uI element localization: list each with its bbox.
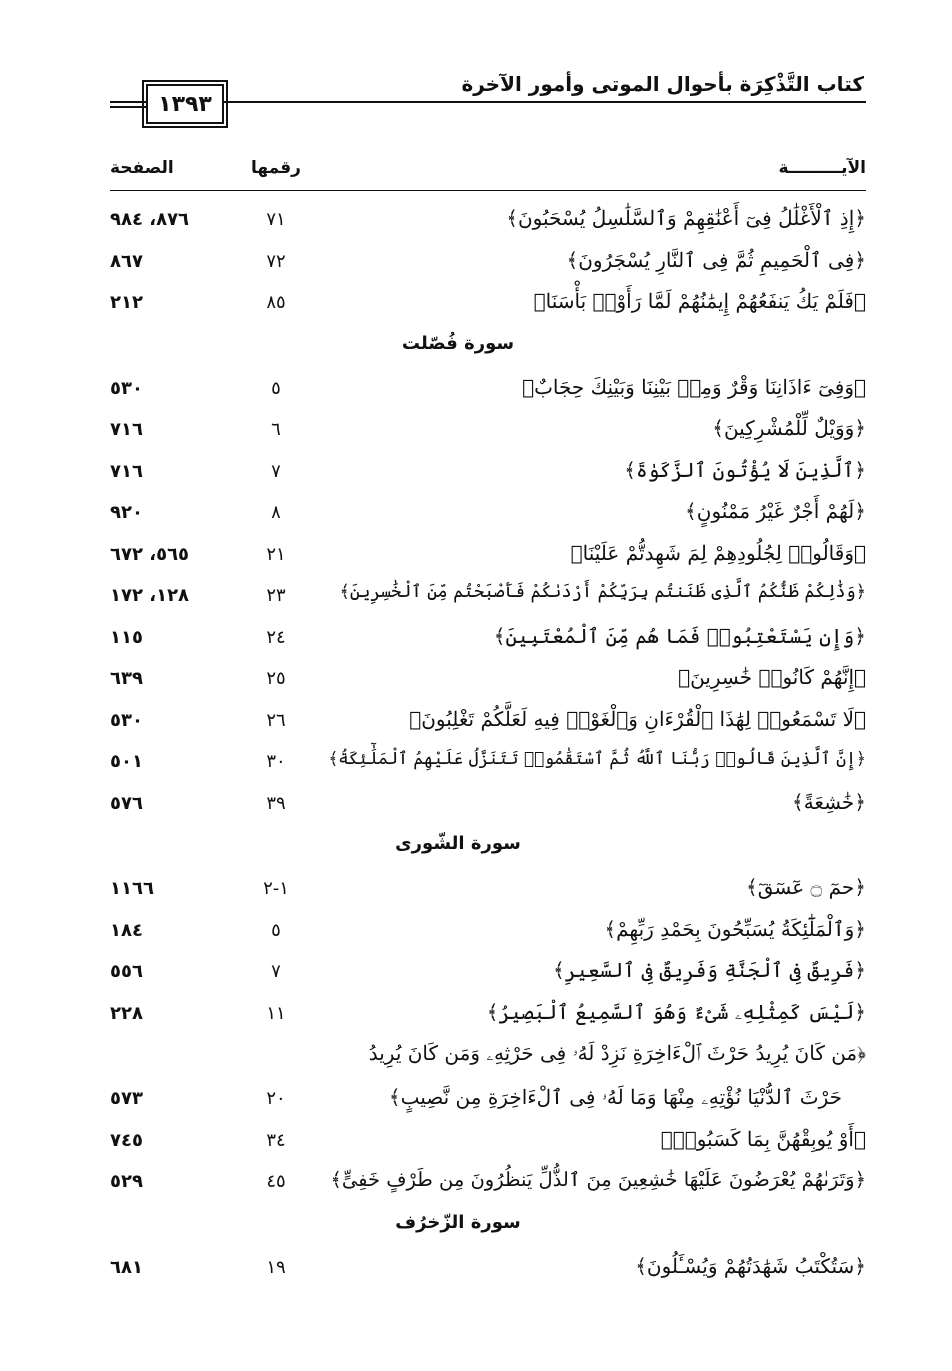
verse-row [110, 911, 866, 953]
verse-number: ٥ [271, 919, 281, 941]
page-references: ٥٧٦ [110, 792, 143, 814]
column-header-number: رقمها [251, 158, 301, 178]
page-number: ١٣٩٣ [146, 84, 224, 124]
verse-text: ﴿مَن كَانَ يُرِيدُ حَرْثَ ٱلْءَاخِرَةِ نَزِدْ لَهُۥ فِى حَرْثِهِۦ وَمَن كَانَ يُرِيدُ [368, 1041, 866, 1065]
verse-row [110, 369, 866, 411]
page-references: ٥٦٥، ٦٧٢ [110, 543, 190, 565]
verse-number: ٢٦ [266, 709, 286, 731]
verse-number: ٧١ [266, 209, 286, 230]
page-references: ٥٣٠ [110, 709, 143, 731]
surah-heading [110, 325, 866, 369]
verse-text: ﴿وَإِن يَسْتَعْتِبُوا۟ فَمَا هُم مِّنَ ٱلْمُعْتَبِينَ﴾ [493, 623, 866, 648]
verse-text: ﴿وَٱلْمَلَٰٓئِكَةُ يُسَبِّحُونَ بِحَمْدِ رَبِّهِمْ﴾ [604, 916, 866, 941]
verse-text: ﴿وَفِىٓ ءَاذَانِنَا وَقْرٌ وَمِنۢ بَيْنِنَا وَبَيْنِكَ حِجَابٌ﴾ [522, 374, 866, 399]
column-header-verse: الآيـــــــــة [778, 158, 866, 178]
verse-row [110, 659, 866, 701]
verse-number: ٢٤ [266, 626, 286, 648]
column-headers [110, 150, 866, 190]
page-references: ٦٨١ [110, 1256, 143, 1278]
verse-number: ١-٢ [263, 878, 289, 899]
page-references: ٥٣٠ [110, 377, 143, 399]
surah-heading [110, 825, 866, 869]
page-references: ٧١٦ [110, 460, 143, 482]
verse-row [110, 994, 866, 1036]
page-references: ١٨٤ [110, 919, 143, 941]
page-references: ٢١٢ [110, 292, 143, 313]
verse-row [110, 493, 866, 535]
page-references: ٦٣٩ [110, 668, 143, 689]
verse-number: ٨٥ [266, 292, 286, 313]
verse-row [110, 1121, 866, 1163]
verse-text: ﴿ٱلَّذِينَ لَا يُؤْتُونَ ٱلزَّكَوٰةَ﴾ [624, 457, 866, 482]
verse-number: ٣٩ [266, 792, 286, 814]
surah-title: سورة الشّورى [395, 833, 521, 854]
verse-row [110, 701, 866, 743]
verse-row [110, 952, 866, 994]
page-references: ٧٤٥ [110, 1129, 143, 1151]
verse-number: ٢٠ [266, 1088, 286, 1109]
column-header-page: الصفحة [110, 158, 174, 178]
verse-number: ٧ [271, 961, 281, 982]
page-references: ١٢٨، ١٧٢ [110, 585, 190, 606]
verse-row [110, 576, 866, 618]
verse-number: ٣٠ [266, 751, 286, 772]
verse-text: ﴿فَرِيقٌ فِى ٱلْجَنَّةِ وَفَرِيقٌ فِى ٱلسَّعِيرِ﴾ [552, 958, 866, 982]
verse-text: ﴿حمٓ ۝ عٓسٓقٓ﴾ [746, 875, 866, 899]
surah-title: سورة فُصّلت [401, 332, 515, 354]
verse-text: ﴿أَوْ يُوبِقْهُنَّ بِمَا كَسَبُوا۟﴾ [660, 1126, 866, 1151]
index-entries [110, 200, 866, 1289]
page-references: ٥٢٩ [110, 1171, 143, 1192]
verse-number: ٢٥ [266, 668, 286, 689]
verse-number: ٧٢ [266, 250, 286, 272]
page-references: ٢٢٨ [110, 1002, 143, 1024]
verse-text: ﴿خَٰشِعَةً﴾ [791, 789, 866, 814]
verse-number: ١٩ [266, 1256, 286, 1278]
verse-text: ﴿لَا تَسْمَعُوا۟ لِهَٰذَا ٱلْقُرْءَانِ وَٱلْغَوْا۟ فِيهِ لَعَلَّكُمْ تَغْلِبُونَ﴾ [409, 706, 866, 731]
verse-row [110, 283, 866, 325]
verse-text: ﴿إِنَّ ٱلَّذِينَ قَالُوا۟ رَبُّنَا ٱللَّهُ ثُمَّ ٱسْتَقَٰمُوا۟ تَتَنَزَّلُ عَلَيْهِمُ ٱلْمَلَٰٓئِكَةُ﴾ [328, 749, 866, 769]
verse-text: ﴿وَذَٰلِكُمْ ظَنُّكُمُ ٱلَّذِى ظَنَنتُم بِرَبِّكُمْ أَرْدَىٰكُمْ فَأَصْبَحْتُم مِّنَ ٱلْخَٰسِرِينَ﴾ [339, 582, 866, 602]
verse-number: ١١ [266, 1002, 286, 1024]
verse-number: ٢١ [266, 543, 286, 565]
running-title: كتاب التَّذْكِرَة بأحوال الموتى وأمور الآخرة [461, 72, 864, 96]
verse-text: ﴿وَوَيْلٌ لِّلْمُشْرِكِينَ﴾ [712, 416, 866, 440]
verse-number: ٣٤ [266, 1129, 286, 1151]
verse-row [110, 869, 866, 911]
verse-row [110, 784, 866, 826]
verse-row [110, 742, 866, 784]
page-references: ٥٧٣ [110, 1088, 143, 1109]
verse-row [110, 618, 866, 660]
verse-row [110, 200, 866, 242]
verse-text: ﴿فَلَمْ يَكُ يَنفَعُهُمْ إِيمَٰنُهُمْ لَمَّا رَأَوْا۟ بَأْسَنَا﴾ [533, 289, 866, 313]
verse-row [110, 535, 866, 577]
page-references: ١١٦٦ [110, 878, 154, 899]
verse-text: ﴿سَتُكْتَبُ شَهَٰدَتُهُمْ وَيُسْـَٔلُونَ﴾ [635, 1253, 866, 1278]
verse-number: ٧ [271, 460, 281, 482]
page-references: ٥٥٦ [110, 961, 143, 982]
verse-text: ﴿لَيْسَ كَمِثْلِهِۦ شَىْءٌ وَهُوَ ٱلسَّمِيعُ ٱلْبَصِيرُ﴾ [486, 999, 866, 1024]
verse-number: ٦ [271, 419, 281, 440]
page-references: ٨٦٧ [110, 250, 143, 272]
verse-text: ﴿لَهُمْ أَجْرٌ غَيْرُ مَمْنُونٍ﴾ [685, 499, 866, 523]
header-rule-secondary [110, 106, 146, 108]
surah-heading [110, 1204, 866, 1248]
verse-row [110, 1162, 866, 1204]
verse-text: ﴿وَقَالُوا۟ لِجُلُودِهِمْ لِمَ شَهِدتُّمْ عَلَيْنَا﴾ [570, 540, 866, 565]
page-references: ٩٢٠ [110, 502, 143, 523]
page-references: ٥٠١ [110, 751, 143, 772]
verse-text: ﴿إِنَّهُمْ كَانُوا۟ خَٰسِرِينَ﴾ [678, 665, 866, 689]
surah-title: سورة الزّخرُف [395, 1211, 521, 1233]
verse-number: ٨ [271, 502, 281, 523]
verse-row [110, 242, 866, 284]
verse-row [110, 1248, 866, 1290]
page-references: ٧١٦ [110, 419, 143, 440]
page-references: ١١٥ [110, 626, 143, 648]
verse-row-continuation [110, 1079, 866, 1121]
verse-number: ٤٥ [266, 1171, 286, 1192]
verse-row [110, 452, 866, 494]
verse-text: ﴿إِذِ ٱلْأَغْلَٰلُ فِىٓ أَعْنَٰقِهِمْ وَٱلسَّلَٰسِلُ يُسْحَبُونَ﴾ [506, 206, 866, 230]
verse-text: ﴿وَتَرَىٰهُمْ يُعْرَضُونَ عَلَيْهَا خَٰشِعِينَ مِنَ ٱلذُّلِّ يَنظُرُونَ مِن طَرْفٍ خَفِىٍّ﴾ [330, 1168, 866, 1191]
column-header-rule [110, 190, 866, 191]
verse-row [110, 1035, 866, 1079]
verse-row [110, 410, 866, 452]
verse-text: ﴿فِى ٱلْحَمِيمِ ثُمَّ فِى ٱلنَّارِ يُسْجَرُونَ﴾ [566, 247, 866, 272]
verse-number: ٢٣ [266, 585, 286, 606]
verse-text: حَرْثَ ٱلدُّنْيَا نُؤْتِهِۦ مِنْهَا وَمَا لَهُۥ فِى ٱلْءَاخِرَةِ مِن نَّصِيبٍ﴾ [388, 1085, 842, 1109]
verse-number: ٥ [271, 377, 281, 399]
page-references: ٨٧٦، ٩٨٤ [110, 209, 190, 230]
